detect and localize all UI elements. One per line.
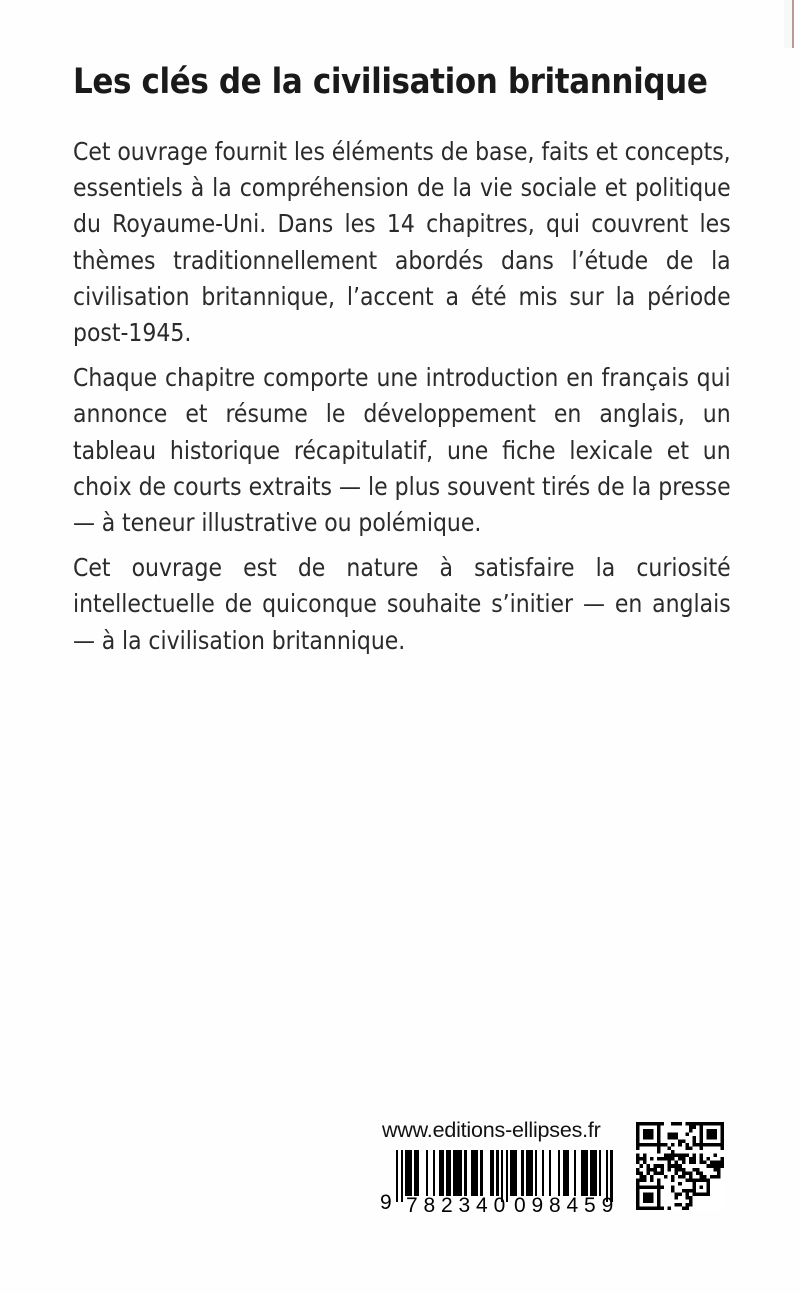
codes-row: [380, 1118, 724, 1222]
cover-text-content: [73, 62, 729, 659]
barcode-column: [380, 1118, 614, 1222]
identification-block: [380, 1118, 720, 1223]
qr-column: [636, 1118, 724, 1210]
spine-edge-highlight: [784, 0, 792, 48]
blurb-paragraph-1: Cet ouvrage fournit les éléments de base, faits et concepts, essentiels à la compréhension de la vie sociale et politique du Royaume-Uni. Dans les 14 chapitres, qui couvrent les thèmes traditionnellement abordés dans l’étude de la civilisation britannique, l’accent a été mis sur la période post-1945.: [73, 137, 731, 348]
blurb-paragraph-3: Cet ouvrage est de nature à satisfaire la curiosité intellectuelle de quiconque souhaite s’initier — en anglais — à la civilisation britannique.: [73, 553, 731, 655]
barcode-digits: [396, 1194, 614, 1218]
qr-code-icon[interactable]: [636, 1122, 724, 1210]
barcode-digits-left: 7 8 2 3 4 0: [406, 1194, 506, 1217]
publisher-url[interactable]: www.editions-ellipses.fr: [382, 1118, 601, 1142]
spine-edge-line: [792, 0, 794, 48]
barcode-digits-right: 0 9 8 4 5 9: [514, 1194, 614, 1217]
ean13-barcode: [380, 1150, 614, 1222]
barcode-lead-digit: 9: [380, 1191, 392, 1214]
blurb-paragraph-2: Chaque chapitre comporte une introduction en français qui annonce et résume le développement en anglais, un tableau historique récapitulatif, une fiche lexicale et un choix de courts extraits — le plus souvent tirés de la presse — à teneur illustrative ou polémique.: [73, 363, 731, 538]
page-title: Les clés de la civilisation britannique: [73, 62, 708, 102]
